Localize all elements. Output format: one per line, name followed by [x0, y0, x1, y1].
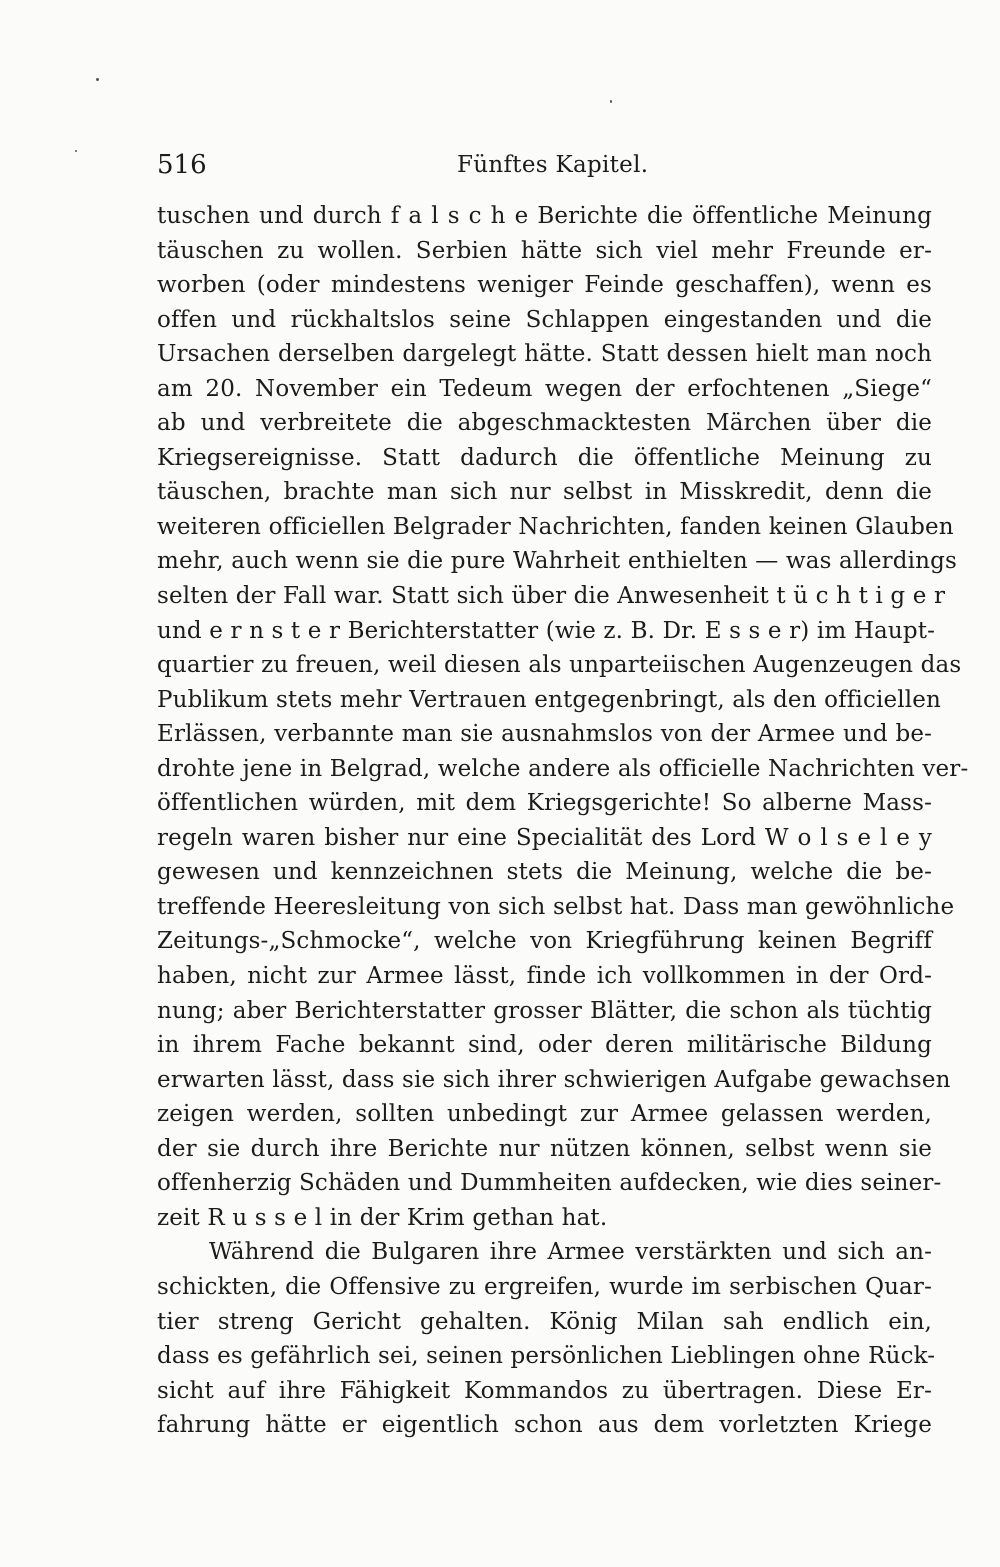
text-line: ab und verbreitete die abgeschmacktesten Märchen über die — [157, 410, 932, 437]
text-line: der sie durch ihre Berichte nur nützen können, selbst wenn sie — [157, 1135, 932, 1162]
text-line: gewesen und kennzeichnen stets die Meinung, welche die be- — [157, 859, 932, 886]
text-line: erwarten lässt, dass sie sich ihrer schwierigen Aufgabe gewachsen — [157, 1066, 951, 1093]
text-line: Kriegsereignisse. Statt dadurch die öffentliche Meinung zu — [157, 444, 932, 471]
text-line: Erlässen, verbannte man sie ausnahmslos von der Armee und be- — [157, 721, 932, 748]
text-line: weiteren officiellen Belgrader Nachrichten, fanden keinen Glauben — [157, 513, 954, 540]
text-line: nung; aber Berichterstatter grosser Blätter, die schon als tüchtig — [157, 997, 932, 1024]
text-line: worben (oder mindestens weniger Feinde geschaffen), wenn es — [157, 272, 932, 299]
running-title: Fünftes Kapitel. — [457, 152, 649, 178]
text-line: Publikum stets mehr Vertrauen entgegenbringt, als den officiellen — [157, 686, 941, 713]
text-line: täuschen zu wollen. Serbien hätte sich viel mehr Freunde er- — [157, 237, 932, 264]
paragraph-start-line: Während die Bulgaren ihre Armee verstärkten und sich an- — [209, 1239, 932, 1266]
text-line: Ursachen derselben dargelegt hätte. Statt dessen hielt man noch — [157, 341, 932, 368]
paragraph-end-line: zeit R u s s e l in der Krim gethan hat. — [157, 1204, 608, 1231]
text-line: offen und rückhaltslos seine Schlappen eingestanden und die — [157, 306, 932, 333]
text-line: quartier zu freuen, weil diesen als unparteiischen Augenzeugen das — [157, 652, 962, 679]
page-header — [157, 147, 932, 183]
text-line: dass es gefährlich sei, seinen persönlichen Lieblingen ohne Rück- — [157, 1343, 936, 1370]
text-line: am 20. November ein Tedeum wegen der erfochtenen „Siege“ — [157, 375, 932, 402]
paper-speck — [96, 78, 99, 81]
text-line: tier streng Gericht gehalten. König Milan sah endlich ein, — [157, 1308, 932, 1335]
paper-speck — [75, 150, 77, 152]
text-line: haben, nicht zur Armee lässt, finde ich vollkommen in der Ord- — [157, 963, 932, 990]
text-line: täuschen, brachte man sich nur selbst in Misskredit, denn die — [157, 479, 932, 506]
text-line: schickten, die Offensive zu ergreifen, wurde im serbischen Quar- — [157, 1273, 932, 1300]
text-line: drohte jene in Belgrad, welche andere als officielle Nachrichten ver- — [157, 755, 969, 782]
text-line: öffentlichen würden, mit dem Kriegsgerichte! So alberne Mass- — [157, 790, 932, 817]
text-line: regeln waren bisher nur eine Specialität des Lord W o l s e l e y — [157, 824, 932, 851]
paper-speck — [610, 100, 612, 103]
text-line: treffende Heeresleitung von sich selbst hat. Dass man gewöhnliche — [157, 893, 955, 920]
text-line: sicht auf ihre Fähigkeit Kommandos zu übertragen. Diese Er- — [157, 1377, 932, 1404]
text-line: in ihrem Fache bekannt sind, oder deren militärische Bildung — [157, 1032, 932, 1059]
text-line: zeigen werden, sollten unbedingt zur Armee gelassen werden, — [157, 1101, 932, 1128]
text-line: Zeitungs-„Schmocke“, welche von Kriegführung keinen Begriff — [157, 928, 932, 955]
body-text — [157, 199, 969, 1443]
text-line: tuschen und durch f a l s c h e Berichte die öffentliche Meinung — [157, 203, 932, 229]
text-line: mehr, auch wenn sie die pure Wahrheit enthielten — was allerdings — [157, 548, 957, 575]
text-line: fahrung hätte er eigentlich schon aus dem vorletzten Kriege — [157, 1412, 932, 1439]
page-number: 516 — [157, 150, 207, 180]
text-line: und e r n s t e r Berichterstatter (wie z. B. Dr. E s s e r) im Haupt- — [157, 617, 936, 644]
text-line: selten der Fall war. Statt sich über die Anwesenheit t ü c h t i g e r — [157, 583, 946, 610]
text-line: offenherzig Schäden und Dummheiten aufdecken, wie dies seiner- — [157, 1170, 942, 1197]
